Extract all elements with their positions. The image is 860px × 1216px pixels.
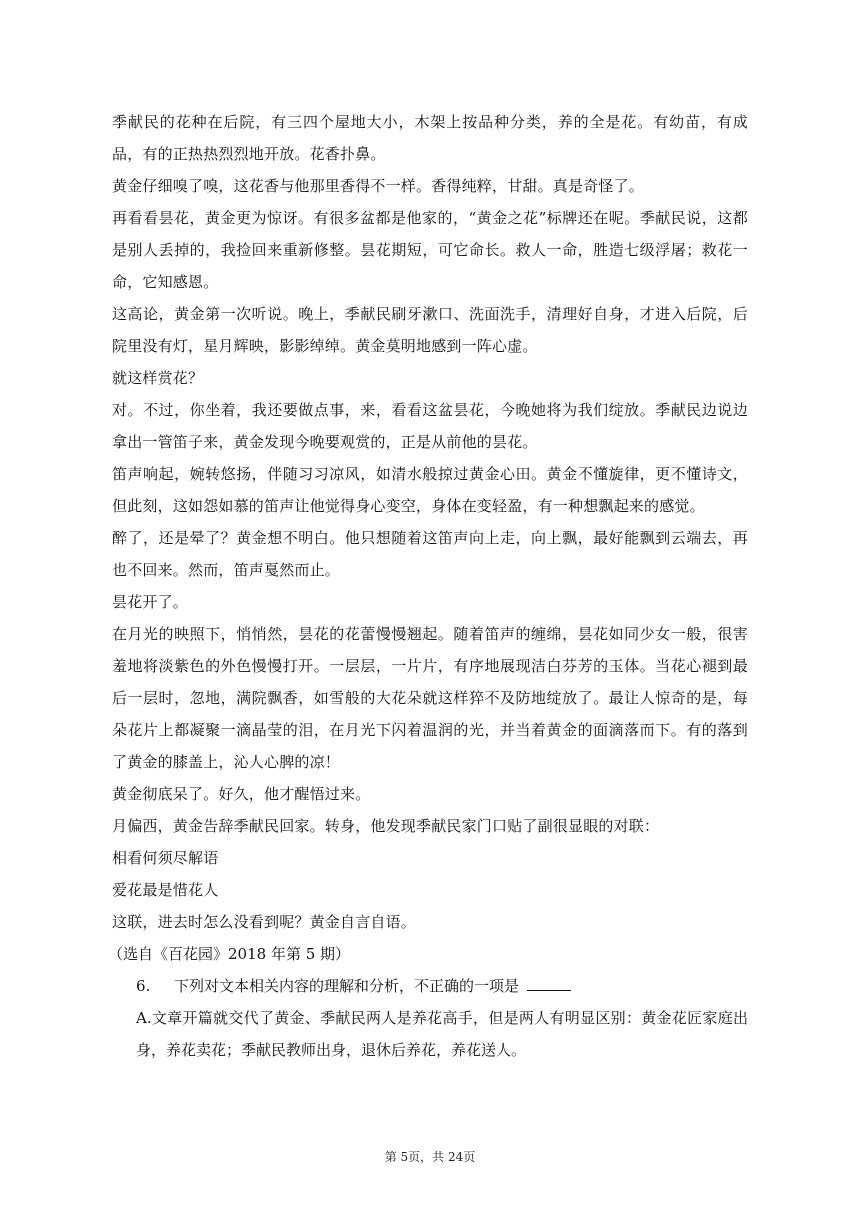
paragraph-3: 再看看昙花，黄金更为惊讶。有很多盆都是他家的，“黄金之花”标牌还在呢。季献民说，这都是别人丢掉的，我捡回来重新修整。昙花期短，可它命长。救人一命，胜造七级浮屠；救花一命，它知感恩。	[112, 209, 748, 291]
paragraph-4: 这高论，黄金第一次听说。晚上，季献民刷牙漱口、洗面洗手，清理好自身，才进入后院，后院里没有灯，星月辉映，影影绰绰。黄金莫明地感到一阵心虚。	[112, 305, 748, 355]
paragraph-9: 昙花开了。	[112, 593, 189, 611]
question-text: 下列对文本相关内容的理解和分析，不正确的一项是	[174, 977, 520, 995]
paragraph-11: 黄金彻底呆了。好久，他才醒悟过来。	[112, 785, 371, 803]
paragraph-1: 季献民的花种在后院，有三四个屋地大小，木架上按品种分类，养的全是花。有幼苗，有成品，有的正热热烈烈地开放。花香扑鼻。	[112, 113, 748, 163]
paragraph-2: 黄金仔细嗅了嗅，这花香与他那里香得不一样。香得纯粹，甘甜。真是奇怪了。	[112, 177, 645, 195]
paragraph-7: 笛声响起，婉转悠扬，伴随习习凉风，如清水般掠过黄金心田。黄金不懂旋律，更不懂诗文，但此刻，这如怨如慕的笛声让他觉得身心变空，身体在变轻盈，有一种想飘起来的感觉。	[112, 465, 748, 515]
page-footer: 第 5页，共 24页	[384, 1150, 476, 1164]
source-citation: （选自《百花园》2018 年第 5 期）	[108, 945, 351, 963]
paragraph-8: 醉了，还是晕了？黄金想不明白。他只想随着这笛声向上走，向上飘，最好能飘到云端去，再也不回来。然而，笛声戛然而止。	[112, 529, 748, 579]
answer-blank[interactable]	[527, 976, 571, 991]
question-6	[112, 970, 748, 1002]
paragraph-6: 对。不过，你坐着，我还要做点事，来，看看这盆昙花，今晚她将为我们绽放。季献民边说边拿出一管笛子来，黄金发现今晚要观赏的，正是从前他的昙花。	[112, 401, 748, 451]
paragraph-12: 月偏西，黄金告辞季献民回家。转身，他发现季献民家门口贴了副很显眼的对联：	[112, 817, 660, 835]
couplet-line-2: 爱花最是惜花人	[112, 881, 219, 899]
paragraph-15: 这联，进去时怎么没看到呢？黄金自言自语。	[112, 913, 417, 931]
article-body	[108, 106, 748, 1066]
paragraph-5: 就这样赏花？	[112, 369, 204, 387]
option-a: A.文章开篇就交代了黄金、季献民两人是养花高手，但是两人有明显区别：黄金花匠家庭出身，养花卖花；季献民教师出身，退休后养花，养花送人。	[136, 1009, 748, 1059]
question-number: 6.	[136, 977, 151, 995]
paragraph-10: 在月光的映照下，悄悄然，昙花的花蕾慢慢翘起。随着笛声的缠绵，昙花如同少女一般，很害羞地将淡紫色的外色慢慢打开。一层层，一片片，有序地展现洁白芬芳的玉体。当花心褪到最后一层时，忽地，满院飘香，如雪般的大花朵就这样猝不及防地绽放了。最让人惊奇的是，每朵花片上都凝聚一滴晶莹的泪，在月光下闪着温润的光，并当着黄金的面滴落而下。有的落到了黄金的膝盖上，沁人心脾的凉！	[112, 625, 748, 771]
couplet-line-1: 相看何须尽解语	[112, 849, 219, 867]
